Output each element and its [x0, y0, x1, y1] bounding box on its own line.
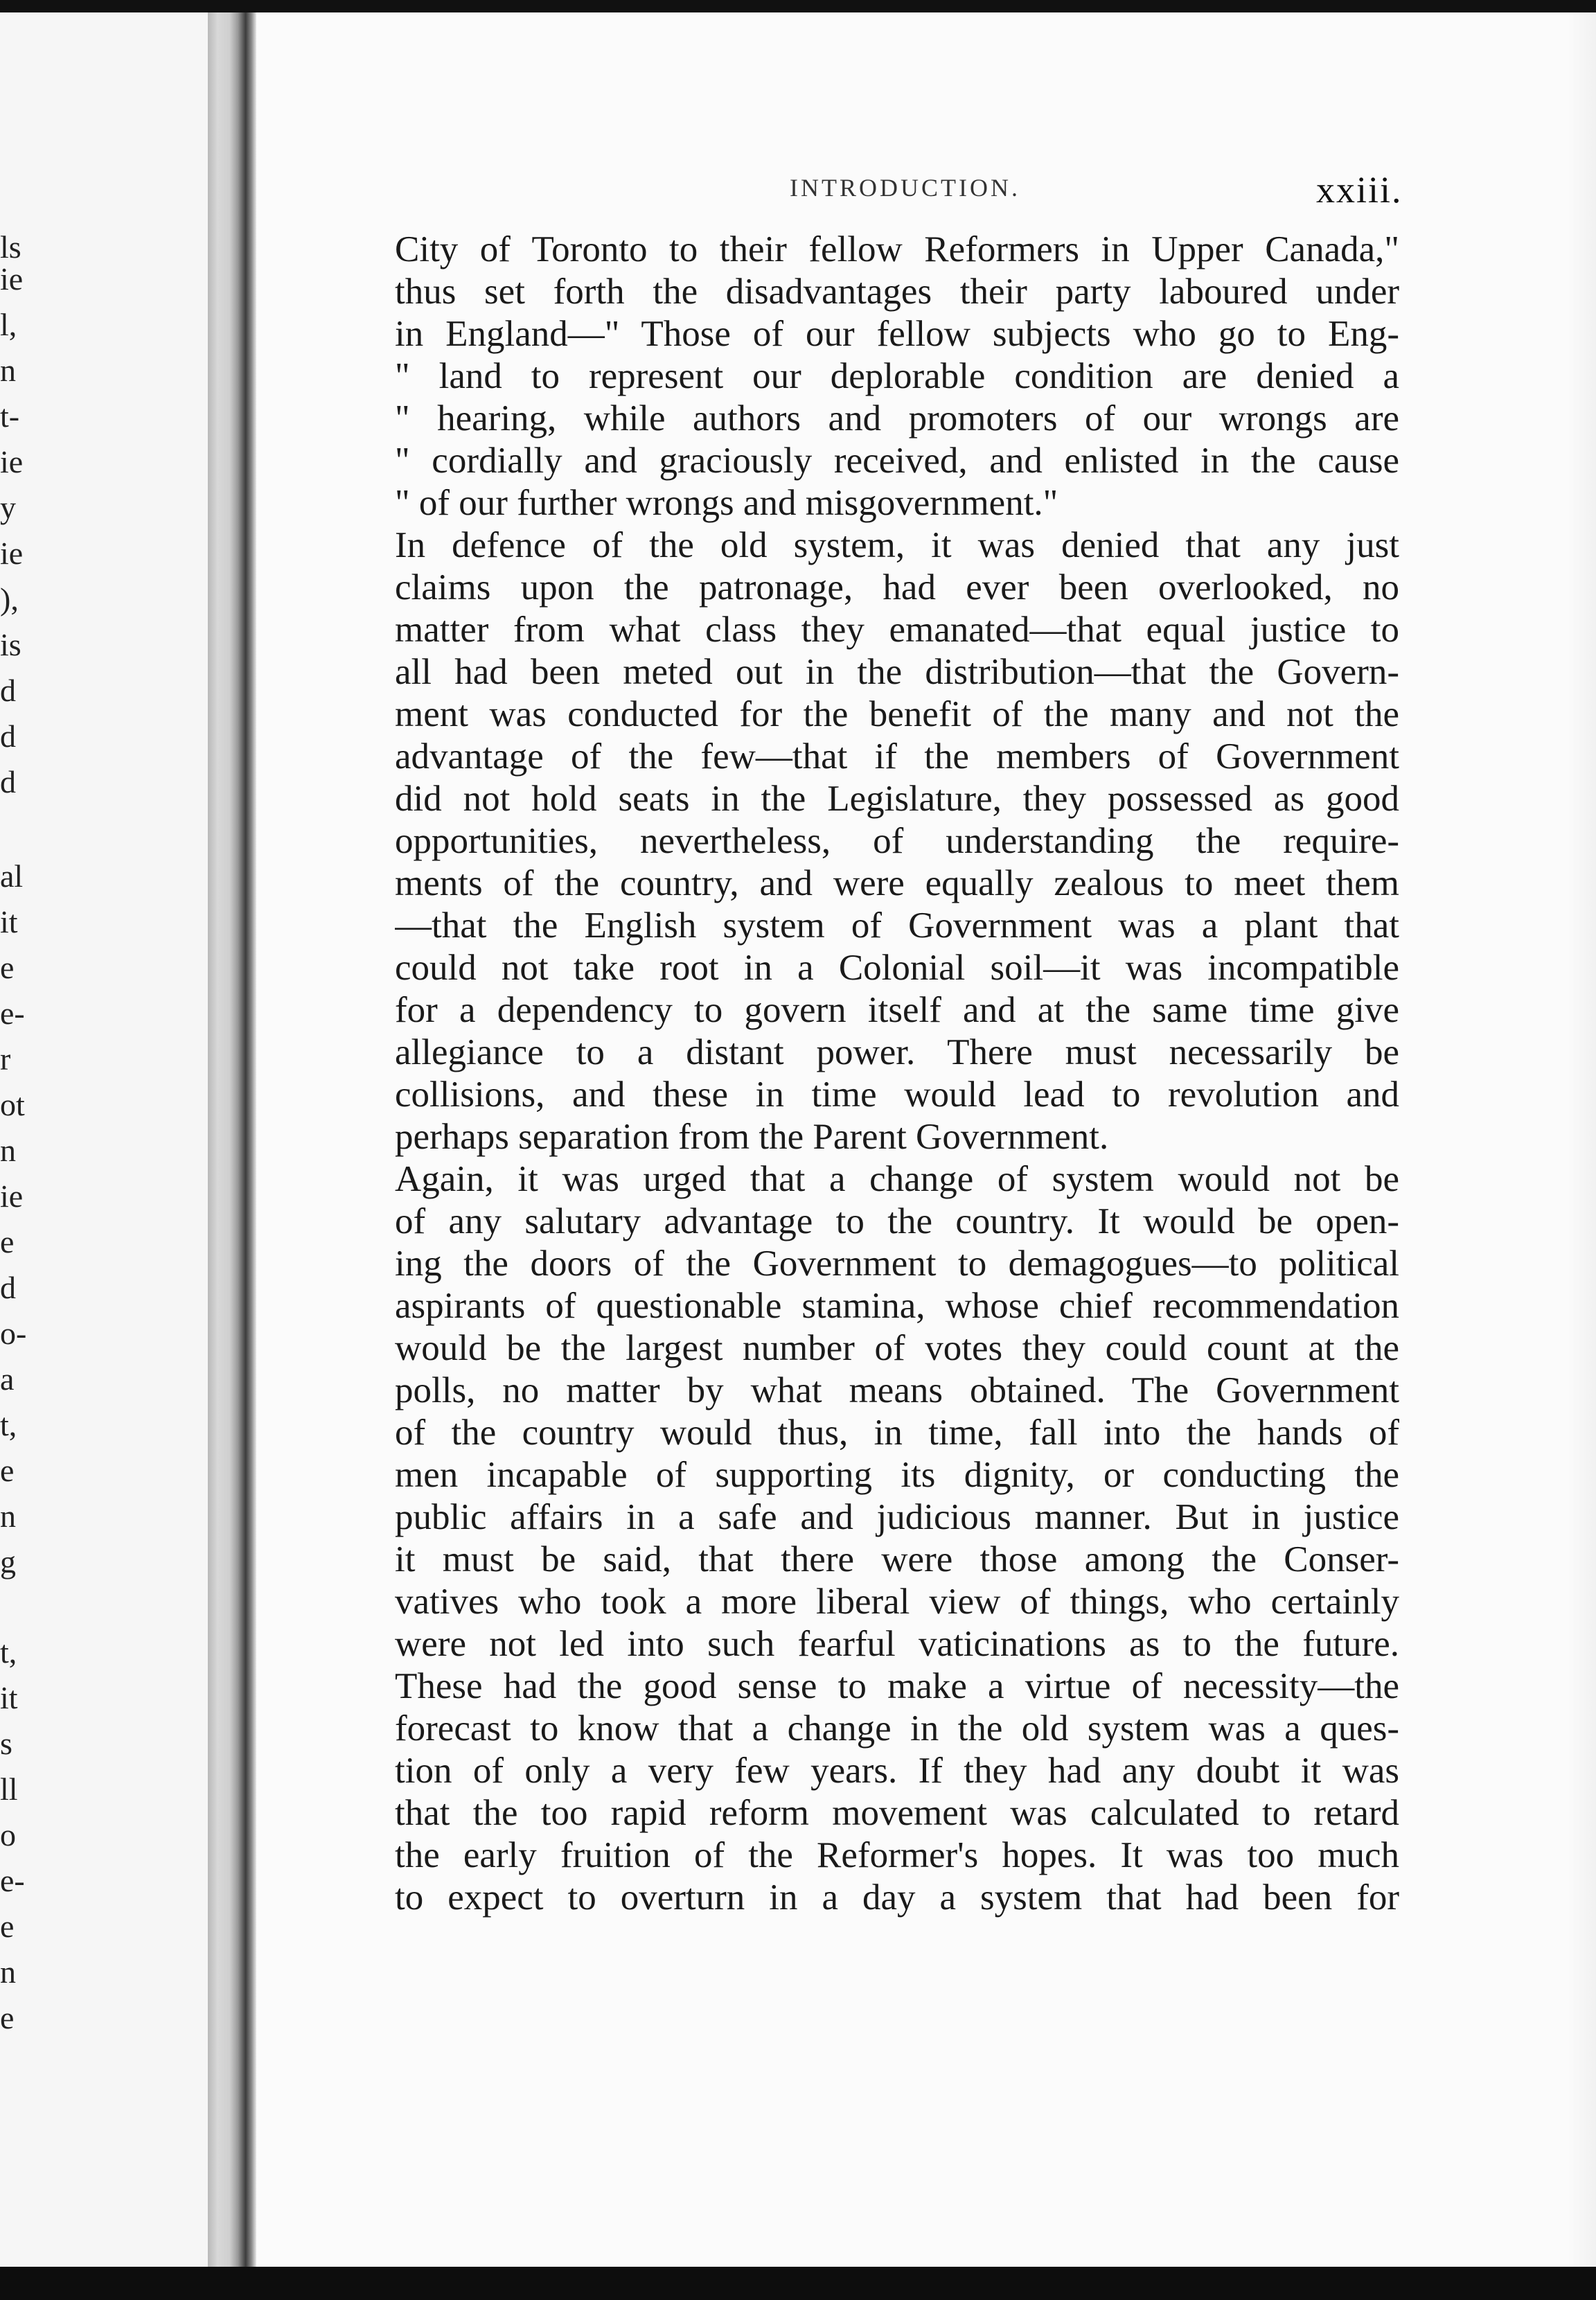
facing-page-fragment: al: [0, 858, 24, 894]
facing-page-fragment: n: [0, 1498, 16, 1534]
facing-page-fragment: a: [0, 1361, 15, 1397]
facing-page-fragment: o: [0, 1817, 16, 1852]
facing-page-fragment: ie: [0, 444, 24, 479]
text-line: men incapable of supporting its dignity, or conducting the: [395, 1455, 1399, 1495]
facing-page-fragment: r: [0, 1041, 11, 1077]
text-line: forecast to know that a change in the old system was a ques-: [395, 1708, 1399, 1749]
facing-page-fragment: o-: [0, 1316, 27, 1351]
text-line: tion of only a very few years. If they had any doubt it was: [395, 1751, 1399, 1791]
text-line: ing the doors of the Government to demagogues—to political: [395, 1244, 1399, 1284]
text-line: " of our further wrongs and misgovernment.": [395, 483, 1058, 523]
facing-page-fragment: d: [0, 764, 16, 799]
text-line: City of Toronto to their fellow Reformers in Upper Canada,": [395, 229, 1399, 269]
facing-page-fragment: e: [0, 950, 15, 985]
facing-page-fragment: n: [0, 1133, 16, 1168]
facing-page-fragment: it: [0, 904, 18, 939]
text-line: " cordially and graciously received, and enlisted in the cause: [395, 441, 1399, 481]
text-line: " hearing, while authors and promoters of our wrongs are: [395, 398, 1399, 439]
facing-page-fragment: ot: [0, 1087, 25, 1122]
facing-page-fragment: e-: [0, 1863, 25, 1898]
text-line: Again, it was urged that a change of system would not be: [395, 1159, 1399, 1199]
text-line: of any salutary advantage to the country. It would be open-: [395, 1201, 1399, 1241]
text-line: opportunities, nevertheless, of understanding the require-: [395, 821, 1399, 861]
text-line: In defence of the old system, it was denied that any just: [395, 525, 1399, 565]
text-line: —that the English system of Government was a plant that: [395, 905, 1399, 946]
page-edge: [1568, 12, 1596, 2270]
facing-page-fragment: t,: [0, 1407, 17, 1442]
facing-page-fragment: e: [0, 1453, 15, 1488]
facing-page-fragment: t-: [0, 398, 20, 434]
text-line: aspirants of questionable stamina, whose chief recommendation: [395, 1286, 1399, 1326]
facing-page-fragment: n: [0, 353, 16, 388]
facing-page-fragment: n: [0, 1954, 16, 1990]
facing-page-fragment: ),: [0, 581, 19, 617]
book-gutter: [208, 12, 256, 2270]
text-line: that the too rapid reform movement was calculated to retard: [395, 1793, 1399, 1833]
facing-page-fragment: d: [0, 1270, 16, 1305]
facing-page-fragment: ll: [0, 1771, 18, 1807]
text-line: matter from what class they emanated—that equal justice to: [395, 610, 1399, 650]
text-line: were not led into such fearful vaticinations as to the future.: [395, 1624, 1399, 1664]
text-line: thus set forth the disadvantages their party laboured under: [395, 272, 1399, 312]
facing-page-fragment: d: [0, 673, 16, 708]
text-line: ment was conducted for the benefit of the many and not the: [395, 694, 1399, 734]
text-line: advantage of the few—that if the members of Government: [395, 736, 1399, 777]
body-text: [395, 229, 1399, 1919]
text-line: of the country would thus, in time, fall into the hands of: [395, 1413, 1399, 1453]
facing-page-fragment: ie: [0, 261, 24, 297]
text-line: it must be said, that there were those among the Conser-: [395, 1539, 1399, 1580]
text-line: vatives who took a more liberal view of things, who certainly: [395, 1582, 1399, 1622]
facing-page-fragment: is: [0, 627, 21, 662]
text-line: to expect to overturn in a day a system that had been for: [395, 1877, 1399, 1918]
text-line: all had been meted out in the distribution—that the Govern-: [395, 652, 1399, 692]
text-line: claims upon the patronage, had ever been overlooked, no: [395, 567, 1399, 608]
text-line: These had the good sense to make a virtue of necessity—the: [395, 1666, 1399, 1706]
text-line: did not hold seats in the Legislature, they possessed as good: [395, 779, 1399, 819]
facing-page-fragment: ie: [0, 536, 24, 571]
facing-page-fragment: y: [0, 490, 16, 525]
text-line: for a dependency to govern itself and at the same time give: [395, 990, 1399, 1030]
text-line: would be the largest number of votes they could count at the: [395, 1328, 1399, 1368]
facing-page-fragment: l,: [0, 307, 17, 342]
text-line: ments of the country, and were equally zealous to meet them: [395, 863, 1399, 903]
left-page: [0, 12, 208, 2270]
facing-page-fragment: e: [0, 1224, 15, 1259]
facing-page-fragment: it: [0, 1680, 18, 1715]
facing-page-fragment: s: [0, 1726, 12, 1761]
facing-page-fragment: d: [0, 718, 16, 754]
text-line: polls, no matter by what means obtained. The Government: [395, 1370, 1399, 1410]
facing-page-fragment: g: [0, 1544, 16, 1580]
text-line: public affairs in a safe and judicious manner. But in justice: [395, 1497, 1399, 1537]
facing-page-fragment: ls: [0, 229, 21, 265]
facing-page-fragment: e-: [0, 996, 25, 1031]
text-line: perhaps separation from the Parent Government.: [395, 1117, 1109, 1157]
text-line: " land to represent our deplorable condition are denied a: [395, 356, 1399, 396]
text-line: collisions, and these in time would lead to revolution and: [395, 1074, 1399, 1115]
text-line: allegiance to a distant power. There must necessarily be: [395, 1032, 1399, 1072]
text-line: the early fruition of the Reformer's hopes. It was too much: [395, 1835, 1399, 1875]
page-number: xxiii.: [1316, 169, 1403, 211]
facing-page-fragment: ie: [0, 1178, 24, 1214]
scan-bottom-border: [0, 2267, 1596, 2300]
facing-page-fragment: t,: [0, 1634, 17, 1670]
facing-page-fragment: e: [0, 2000, 15, 2035]
text-line: could not take root in a Colonial soil—it was incompatible: [395, 948, 1399, 988]
running-head: INTRODUCTION.: [790, 174, 1020, 202]
facing-page-fragment: e: [0, 1909, 15, 1944]
text-line: in England—" Those of our fellow subjects who go to Eng-: [395, 314, 1399, 354]
